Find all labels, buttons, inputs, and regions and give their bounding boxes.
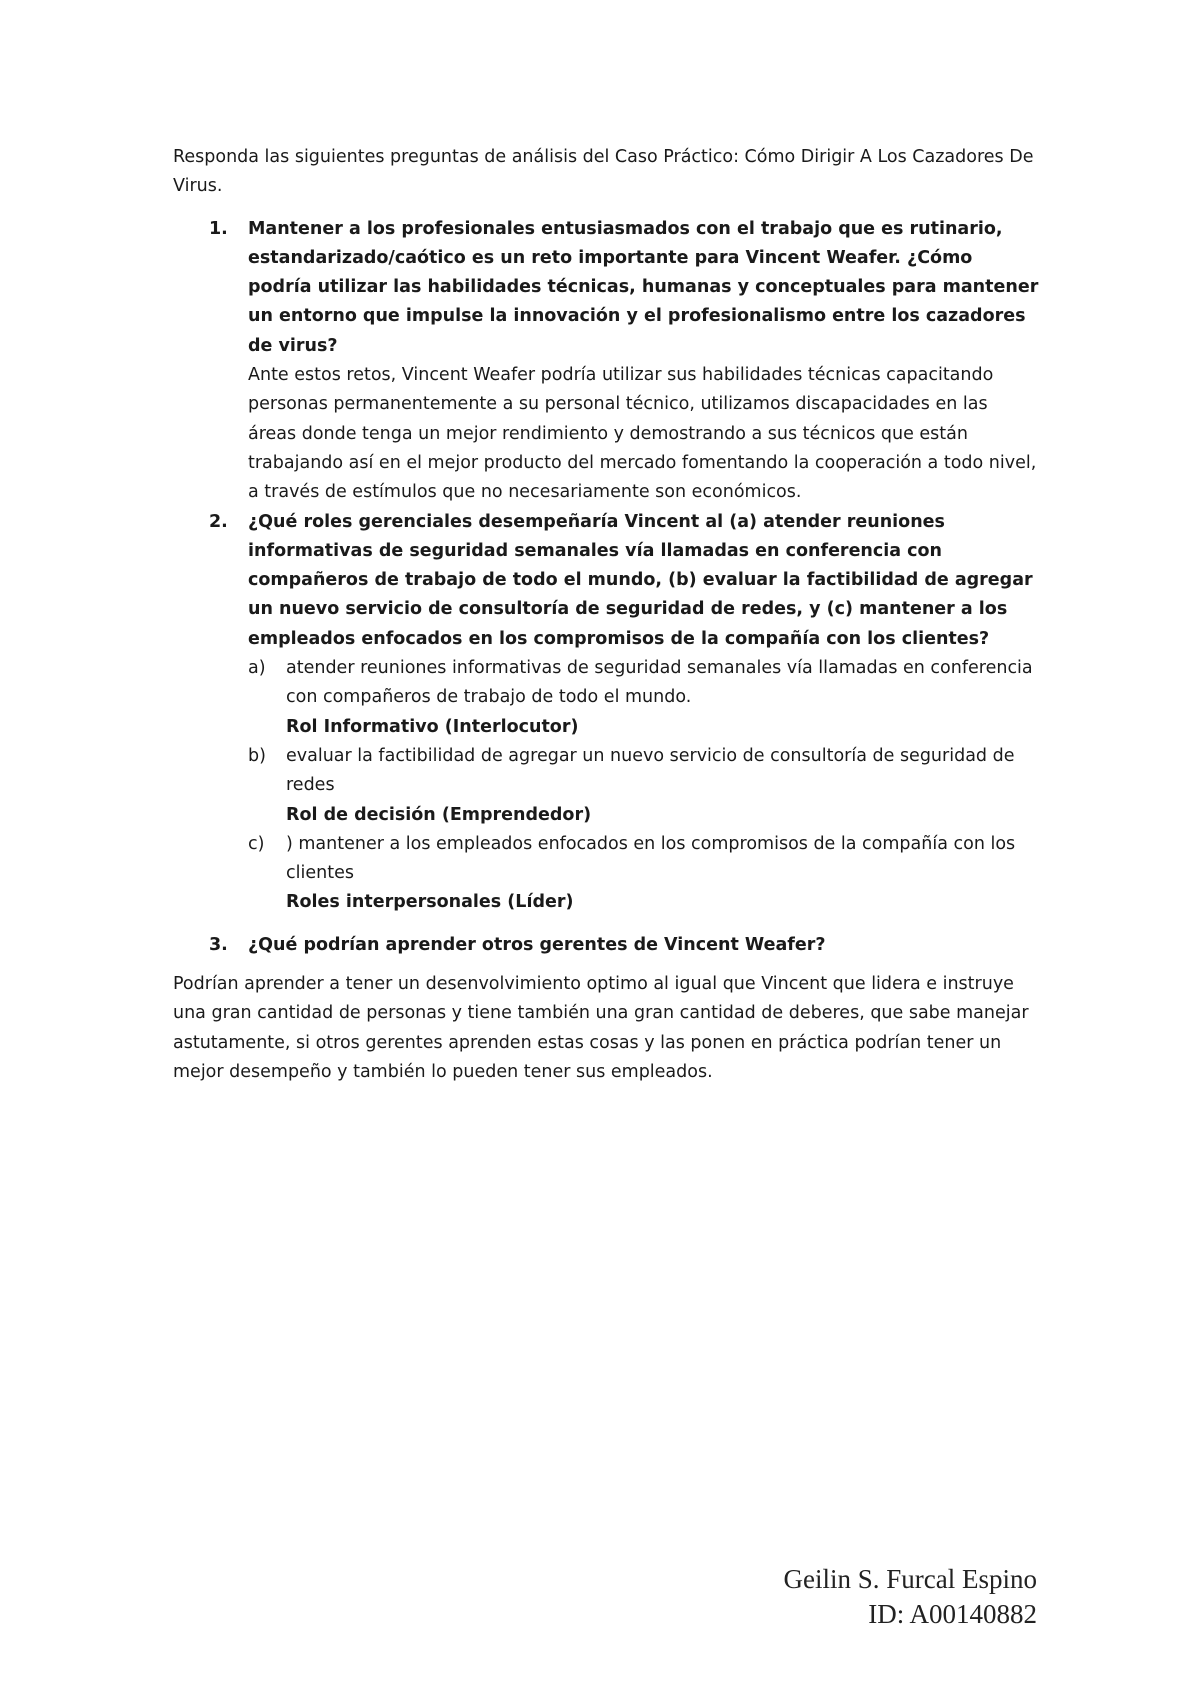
- sub-answer-text: evaluar la factibilidad de agregar un nuevo servicio de consultoría de seguridad de redes: [286, 745, 1015, 796]
- question-3: [173, 931, 1041, 960]
- sub-answer-a: [248, 654, 1041, 742]
- sub-answer-label: a): [248, 658, 266, 679]
- role-label: Rol Informativo (Interlocutor): [286, 716, 579, 737]
- sub-answer-label: c): [248, 833, 265, 854]
- sub-answer-c: [248, 830, 1041, 918]
- question-text: ¿Qué podrían aprender otros gerentes de Vincent Weafer?: [248, 934, 826, 955]
- question-1: [173, 215, 1041, 508]
- author-name: Geilin S. Furcal Espino: [783, 1564, 1037, 1594]
- question-text: ¿Qué roles gerenciales desempeñaría Vincent al (a) atender reuniones informativas de seguridad semanales vía llamadas en conferencia con compañeros de trabajo de todo el mundo, (b) evaluar la factibilidad de agregar un nuevo servicio de consultoría de seguridad de redes, y (c) mantener a los empleados enfocados en los compromisos de la compañía con los clientes?: [248, 511, 1033, 649]
- sub-answer-list: [248, 654, 1041, 918]
- sub-answer-b: [248, 742, 1041, 830]
- role-label: Rol de decisión (Emprendedor): [286, 804, 592, 825]
- question-number: 1.: [209, 218, 228, 239]
- question-number: 2.: [209, 511, 228, 532]
- document-body: [173, 143, 1041, 1087]
- sub-answer-text: ) mantener a los empleados enfocados en los compromisos de la compañía con los clientes: [286, 833, 1016, 884]
- closing-paragraph: Podrían aprender a tener un desenvolvimiento optimo al igual que Vincent que lidera e instruye una gran cantidad de personas y tiene también una gran cantidad de deberes, que sabe manejar astutamente, si otros gerentes aprenden estas cosas y las ponen en práctica podrían tener un mejor desempeño y también lo pueden tener sus empleados.: [173, 974, 1029, 1082]
- sub-answer-text: atender reuniones informativas de seguridad semanales vía llamadas en conferencia con compañeros de trabajo de todo el mundo.: [286, 658, 1033, 708]
- question-list: [173, 215, 1041, 960]
- question-text: Mantener a los profesionales entusiasmados con el trabajo que es rutinario, estandarizado/caótico es un reto importante para Vincent Weafer. ¿Cómo podría utilizar las habilidades técnicas, humanas y conceptuales para mantener un entorno que impulse la innovación y el profesionalismo entre los cazadores de virus?: [248, 218, 1039, 356]
- intro-paragraph: Responda las siguientes preguntas de análisis del Caso Práctico: Cómo Dirigir A Los Cazadores De Virus.: [173, 147, 1034, 197]
- answer-text: Ante estos retos, Vincent Weafer podría utilizar sus habilidades técnicas capacitando personas permanentemente a su personal técnico, utilizamos discapacidades en las áreas donde tenga un mejor rendimiento y demostrando a sus técnicos que están trabajando así en el mejor producto del mercado fomentando la cooperación a todo nivel, a través de estímulos que no necesariamente son económicos.: [248, 365, 1037, 503]
- student-id: ID: A00140882: [868, 1599, 1037, 1629]
- question-number: 3.: [209, 934, 228, 955]
- signature-block: [784, 1562, 1037, 1632]
- role-label: Roles interpersonales (Líder): [286, 892, 574, 913]
- question-2: [173, 508, 1041, 918]
- sub-answer-label: b): [248, 745, 266, 766]
